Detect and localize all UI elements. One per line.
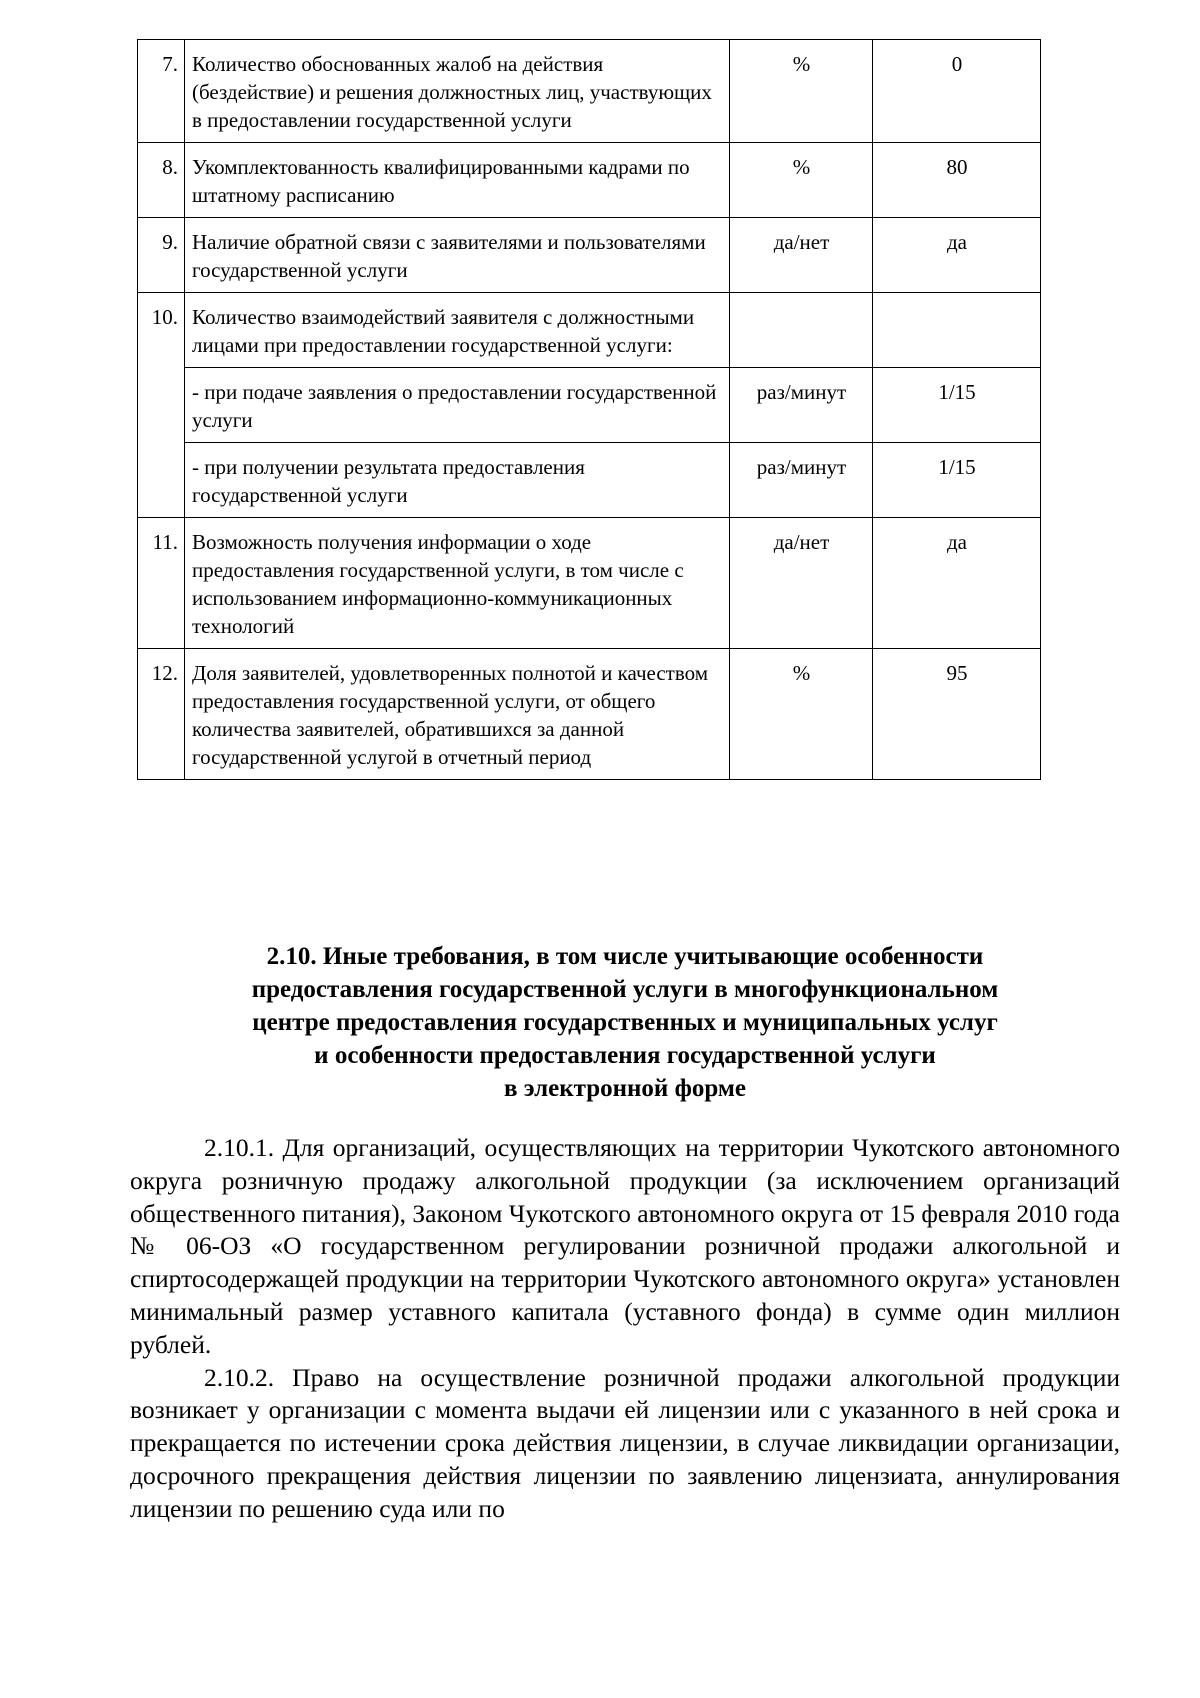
table-row <box>138 293 1041 368</box>
heading-line: в электронной форме <box>503 1075 747 1102</box>
indicator-value: 1/15 <box>873 443 1041 518</box>
heading-line: 2.10. Иные требования, в том числе учитывающие особенности <box>266 943 984 970</box>
row-number: 12. <box>138 649 185 780</box>
table-row <box>138 443 1041 518</box>
unit-of-measure: % <box>730 649 873 780</box>
section-heading <box>130 940 1120 1105</box>
heading-line: центре предоставления государственных и муниципальных услуг <box>252 1009 998 1036</box>
row-number: 11. <box>138 518 185 649</box>
indicator-name: Возможность получения информации о ходе предоставления государственной услуги, в том числе с использованием информационно-коммуникационных технологий <box>185 518 730 649</box>
unit-of-measure <box>730 293 873 368</box>
table-row <box>138 518 1041 649</box>
row-number: 7. <box>138 40 185 143</box>
unit-of-measure: % <box>730 40 873 143</box>
row-number: 10. <box>138 293 185 368</box>
table-row <box>138 143 1041 218</box>
indicator-name: Доля заявителей, удовлетворенных полнотой и качеством предоставления государственной услуги, от общего количества заявителей, обратившихся за данной государственной услугой в отчетный период <box>185 649 730 780</box>
indicator-value: 1/15 <box>873 368 1041 443</box>
table-row <box>138 218 1041 293</box>
unit-of-measure: да/нет <box>730 218 873 293</box>
unit-of-measure: раз/минут <box>730 368 873 443</box>
unit-of-measure: раз/минут <box>730 443 873 518</box>
indicator-name: Укомплектованность квалифицированными кадрами по штатному расписанию <box>185 143 730 218</box>
table-row <box>138 368 1041 443</box>
table-row <box>138 40 1041 143</box>
row-number <box>138 443 185 518</box>
indicator-name: - при получении результата предоставления государственной услуги <box>185 443 730 518</box>
indicator-name: Количество обоснованных жалоб на действия (бездействие) и решения должностных лиц, участвующих в предоставлении государственной услуги <box>185 40 730 143</box>
table-row <box>138 649 1041 780</box>
paragraph-2-10-2: 2.10.2. Право на осуществление розничной продажи алкогольной продукции возникает у организации с момента выдачи ей лицензии или с указанного в ней срока и прекращается по истечении срока действия лицензии, в случае ликвидации организации, досрочного прекращения действия лицензии по заявлению лицензиата, аннулирования лицензии по решению суда или по <box>130 1362 1120 1523</box>
indicator-value: 80 <box>873 143 1041 218</box>
indicator-value: да <box>873 518 1041 649</box>
indicator-value: 95 <box>873 649 1041 780</box>
section-body <box>130 1132 1120 1526</box>
row-number: 9. <box>138 218 185 293</box>
indicator-value <box>873 293 1041 368</box>
paragraph-2-10-1: 2.10.1. Для организаций, осуществляющих на территории Чукотского автономного округа розничную продажу алкогольной продукции (за исключением организаций общественного питания), Законом Чукотского автономного округа от 15 февраля 2010 года № 06-ОЗ «О государственном регулировании розничной продажи алкогольной и спиртосодержащей продукции на территории Чукотского автономного округа» установлен минимальный размер уставного капитала (уставного фонда) в сумме один миллион рублей. <box>130 1133 1120 1359</box>
heading-line: и особенности предоставления государственной услуги <box>314 1042 936 1069</box>
row-number: 8. <box>138 143 185 218</box>
indicator-value: 0 <box>873 40 1041 143</box>
section-2-10 <box>130 940 1120 1526</box>
row-number <box>138 368 185 443</box>
indicators-table <box>137 39 1041 780</box>
indicator-name: Количество взаимодействий заявителя с должностными лицами при предоставлении государственной услуги: <box>185 293 730 368</box>
indicator-name: Наличие обратной связи с заявителями и пользователями государственной услуги <box>185 218 730 293</box>
indicator-name: - при подаче заявления о предоставлении государственной услуги <box>185 368 730 443</box>
indicator-value: да <box>873 218 1041 293</box>
heading-line: предоставления государственной услуги в многофункциональном <box>251 976 999 1003</box>
unit-of-measure: да/нет <box>730 518 873 649</box>
unit-of-measure: % <box>730 143 873 218</box>
